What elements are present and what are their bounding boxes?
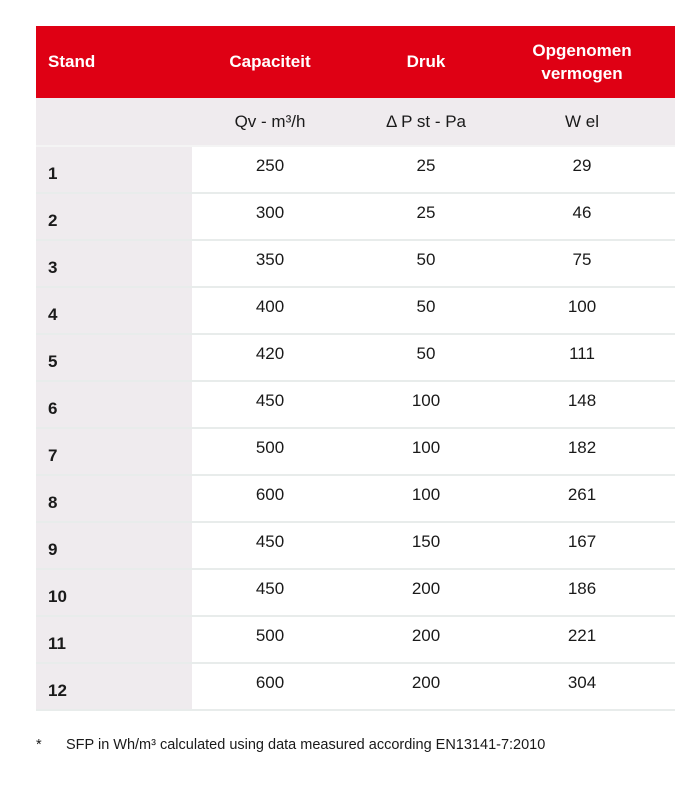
table-row	[36, 241, 675, 288]
unit-vermogen: W el	[565, 111, 599, 131]
header-line-2: vermogen	[541, 64, 623, 83]
cell-vermogen: 167	[567, 532, 597, 551]
units-row	[36, 98, 675, 147]
header-druk: Druk	[406, 52, 446, 71]
performance-table	[36, 26, 675, 711]
cell-druk: 200	[411, 626, 441, 645]
footnote	[36, 737, 545, 753]
unit-capaciteit: Qv - m³/h	[234, 111, 306, 131]
table-row	[36, 664, 675, 711]
cell-capaciteit: 500	[255, 626, 285, 645]
table-row	[36, 288, 675, 335]
cell-stand: 11	[36, 617, 192, 662]
cell-druk: 200	[411, 579, 441, 598]
table-row	[36, 194, 675, 241]
header-opgenomen-vermogen	[504, 39, 660, 85]
cell-druk: 50	[416, 250, 436, 269]
cell-stand: 10	[36, 570, 192, 615]
cell-capaciteit: 400	[255, 297, 285, 316]
table-row	[36, 429, 675, 476]
cell-capaciteit: 420	[255, 344, 285, 363]
cell-stand: 6	[36, 382, 192, 427]
cell-druk: 100	[411, 485, 441, 504]
unit-druk: Δ P st - Pa	[385, 111, 467, 131]
cell-capaciteit: 600	[255, 485, 285, 504]
cell-capaciteit: 350	[255, 250, 285, 269]
table-row	[36, 617, 675, 664]
cell-stand: 2	[36, 194, 192, 239]
cell-vermogen: 111	[569, 344, 595, 363]
table-row	[36, 523, 675, 570]
cell-stand: 12	[36, 664, 192, 709]
cell-capaciteit: 450	[255, 532, 285, 551]
cell-druk: 50	[416, 297, 436, 316]
cell-druk: 25	[416, 156, 436, 175]
table-header-row	[36, 26, 675, 98]
cell-druk: 200	[411, 673, 441, 692]
cell-vermogen: 186	[567, 579, 597, 598]
cell-vermogen: 304	[567, 673, 597, 692]
footnote-text: SFP in Wh/m³ calculated using data measured according EN13141-7:2010	[66, 737, 546, 753]
cell-capaciteit: 250	[255, 156, 285, 175]
table-row	[36, 476, 675, 523]
header-capaciteit: Capaciteit	[229, 52, 311, 71]
cell-druk: 50	[416, 344, 436, 363]
cell-vermogen: 182	[567, 438, 597, 457]
footnote-marker: *	[36, 737, 42, 753]
cell-druk: 100	[411, 391, 441, 410]
cell-capaciteit: 300	[255, 203, 285, 222]
cell-stand: 8	[36, 476, 192, 521]
cell-vermogen: 75	[572, 250, 592, 269]
cell-vermogen: 261	[567, 485, 597, 504]
cell-capaciteit: 500	[255, 438, 285, 457]
cell-stand: 7	[36, 429, 192, 474]
cell-druk: 150	[411, 532, 441, 551]
cell-vermogen: 29	[572, 156, 592, 175]
cell-stand: 3	[36, 241, 192, 286]
cell-stand: 1	[36, 147, 192, 192]
cell-capaciteit: 600	[255, 673, 285, 692]
header-stand: Stand	[48, 52, 96, 71]
cell-stand: 9	[36, 523, 192, 568]
table-row	[36, 382, 675, 429]
cell-druk: 25	[416, 203, 436, 222]
cell-stand: 5	[36, 335, 192, 380]
table-row	[36, 335, 675, 382]
cell-capaciteit: 450	[255, 579, 285, 598]
cell-vermogen: 46	[572, 203, 592, 222]
cell-vermogen: 221	[567, 626, 597, 645]
cell-druk: 100	[411, 438, 441, 457]
table-row	[36, 570, 675, 617]
cell-capaciteit: 450	[255, 391, 285, 410]
header-line-1: Opgenomen	[532, 41, 632, 60]
cell-vermogen: 148	[567, 391, 597, 410]
table-row	[36, 147, 675, 194]
cell-stand: 4	[36, 288, 192, 333]
cell-vermogen: 100	[567, 297, 597, 316]
